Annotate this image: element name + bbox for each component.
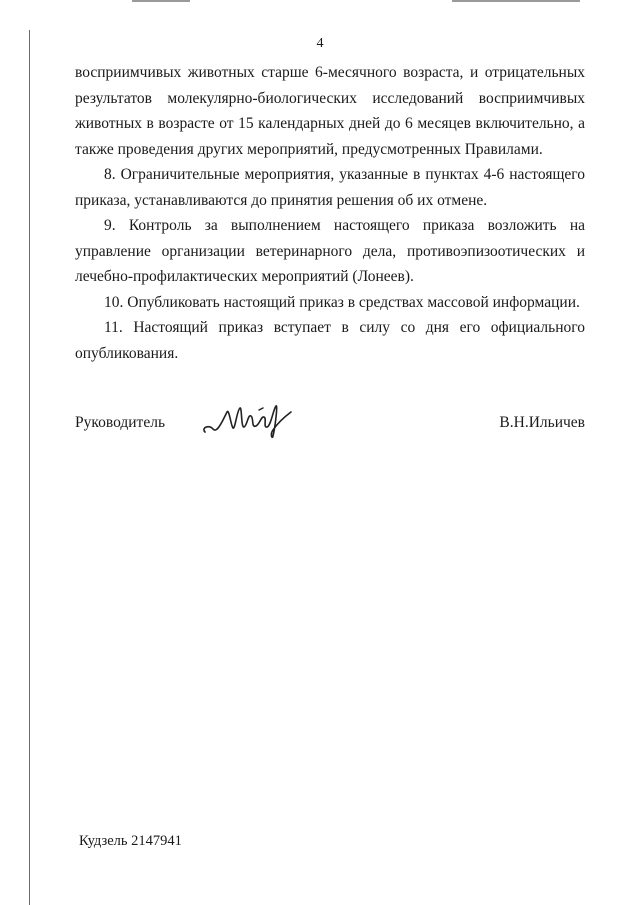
scan-top-mark [452,0,580,2]
paragraph-item-8: 8. Ограничительные мероприятия, указанные в пунктах 4-6 настоящего приказа, устанавливаются до принятия решения об их отмене. [75,166,585,209]
footer-note: Кудзель 2147941 [79,833,182,849]
document-body [75,60,585,366]
handwritten-signature [199,398,299,446]
scan-top-mark [132,0,190,2]
paragraph-item-9: 9. Контроль за выполнением настоящего приказа возложить на управление организации ветеринарного дела, противоэпизоотических и лечебно-профилактических мероприятий (Лонеев). [75,217,585,285]
signature-block [75,410,585,450]
signer-title: Руководитель [75,414,166,431]
paragraph-item-10: 10. Опубликовать настоящий приказ в средствах массовой информации. [104,293,580,311]
scan-left-edge [29,30,30,905]
paragraph-continuation: восприимчивых животных старше 6-месячного возраста, и отрицательных результатов молекулярно-биологических исследований восприимчивых животных в возрасте от 15 календарных дней до 6 месяцев включительно, а также проведения других мероприятий, предусмотренных Правилами. [75,64,585,158]
paragraph-item-11: 11. Настоящий приказ вступает в силу со дня его официального опубликования. [75,319,585,362]
signer-name: В.Н.Ильичев [499,414,585,431]
page-number: 4 [316,36,324,51]
